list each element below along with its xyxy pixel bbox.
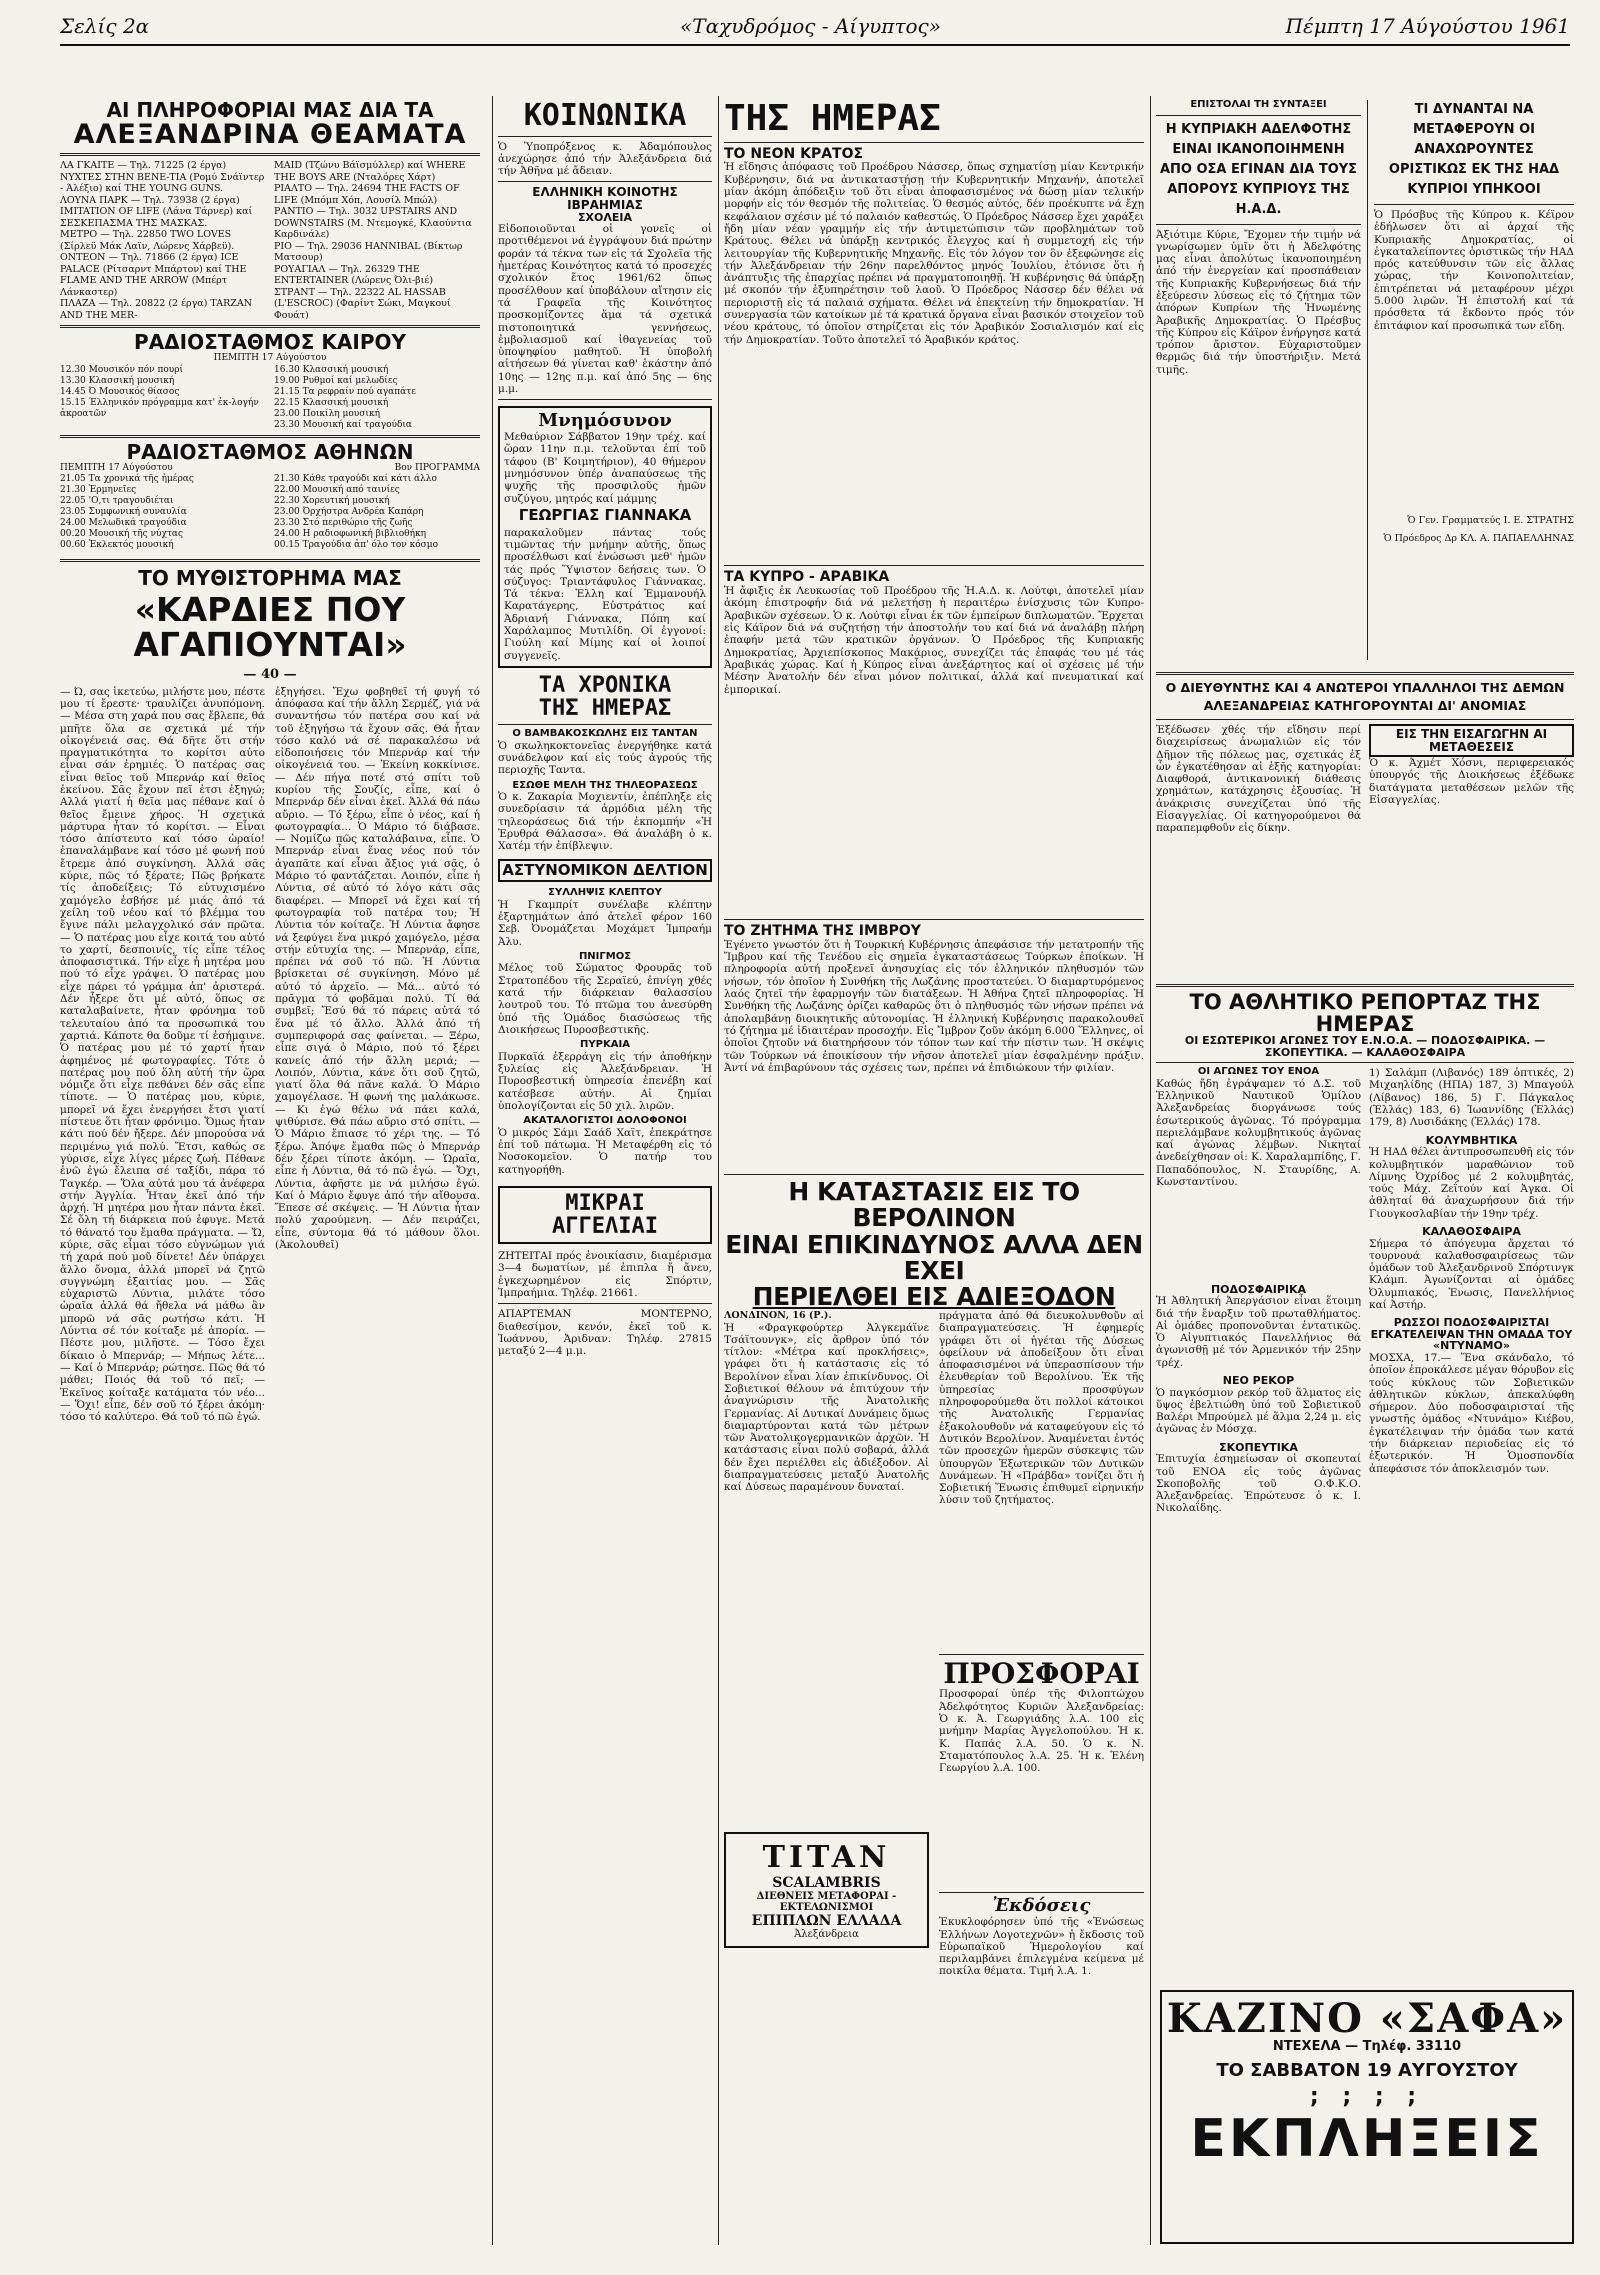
police-text-4: Ὁ μικρός Σάμι Σαάδ Χαϊτ, ἐπεκράτησε ἐπί τοῦ πάτωμα. Ἡ Μεταφέρθη εἰς τό Νοσοκομεῖον. Ὁ πατήρ του κατηγορήθη. <box>498 1126 712 1176</box>
berlin-dateline: ΛΟΝΔΙΝΟΝ, 16 (Ρ.). <box>724 1310 832 1321</box>
memorial-text-2: παρακαλοῦμεν πάντας τούς τιμῶντας τήν μνήμην αὐτῆς, ὅπως προσέλθωσι καί ἑνώσωσι μεθ' ἡμῶν τάς πρός Ὕψιστον δεήσεις των. Ὁ σύζυγος: Τριαντάφυλος Γιάννακας. Τά τέκνα: Ἐλλη καί Ἐμμανουήλ Καρατάγερης, Εὐστράτιος καί Ἀδριανή Γιάννακα, Πόπη καί Χαράλαμπος Μυτιλίδη. Οἱ ἐγγονοί: Γιούλη καί Μίμης καί οἱ λοιποί συγγενεῖς. <box>504 526 706 662</box>
municipal-article <box>1156 668 1574 968</box>
cinema-listings <box>60 160 480 321</box>
memorial-heading: Μνημόσυνον <box>538 410 672 432</box>
novel-text-left: — Ώ, σας ἱκετεύω, μιλήστε μου, πέστε μου τί ἔρεστε· τραυλίζει ἀνυπόμονη. — Μέσα στη χαρά που σας ἔβλεπε, θά μπῆτε ὅλα σε σχετικά μέ τήν οἰκογένειά σας. Θά δῆτε ὅτι στήν πραγματικότητα το κορίτσι αὐτο εἶναι σάν ἐρημιές. Ὁ πατέρας σας εἶναι θεῖος τοῦ Μπερνάρ καί θεῖος ἐκείνου. Σᾶς ἔχουν πεῖ ἐτσι ἐξηγώ; Αλλά γιατί ἡ θεῖα μας πέθανε καί ὁ θεῖος ἔμεινε χήρος. Ἡ σχετικά μάρτυρα ἦταν τό κορίτσι. — Εἶναι τόσο ἀπίστευτο καί τόσο ὡραίο! ἐπαναλάμβανε καί τόσο μέ φωνή πού ἔτρεμε ἀπό συγκίνηση. Ἀλλά σᾶς κύριε, πῶς τό ξέρατε; Πῶς βρήκατε τίς ἀποδείξεις; Τό εὐτυχισμένο χαμόγελο ἐσβήσε μέ μιάς ἀπό τά χείλη τοῦ νέου καί τό βλέμμα του ἔγινε πάλι μελαγχολικό σάν πρῶτα. — Ὁ πατέρας μου εἶχε κοιτά του αὐτό το χαρτί, δεσποινίς, τίς εἶπε τέλος ἀποφασιστικά. Τήν εἶχε ἡ μητέρα μου πού τό εἶχε γράψει. Ὁ πατέρας μου εἶχε πάρει τό γράμμα ἀπ' ἀριστερά. Δέν ἦξερε ὅτι μέ αὐτό, ὅπως σε καταλαβαίνετε, ἦταν φρόνημα τοῦ τελευταίου ἀπό τα προσωπικά του χαρτιά. Κάποτε θα δοῦμε τί ἐσήμαινε. Ὁ πατέρας μου μέ τό χαρτί ἦταν ἀφημένος μέ φωτογραφίες. Τότε ὁ πατέρας μου πού ὅλη αὐτή τήν ὥρα νόμιζε ὅτι εἶχε πεθάνει δέν σᾶς εἶπε τίποτε. — Ὁ πατέρας μου, κύριε, μπορεῖ νά ἔχει ἐνεργήσει ἔτσι γιατί πίστευε ὅτι ἦταν φρόνιμο. Ὅμως ἦταν κάτι πού δέν ἤξερε. Δέν μπορούσα νά περιμένω γιά πολύ. Ἔτσι, καθώς σε γύρισε, εἶχε λίγες μέρες ζωή. Πέθανε ἐνῶ ἐγώ ἔλειπα σέ ταξίδι, πάρα τό Ταγκέρ. — Ὅλα αὐτά μου τά ἀνέφερα στήν Ἀγγλία. Ἦταν ἐκεῖ ἀπό τήν ἀρχή. Ἡ μητέρα μου ἦταν πάντα ἐκεῖ. Σέ ὅλη τή διάρκεια πού ἐφυγε. Μετά τό θάνατό του ἔμαθα πράγματα. — Ὤ, κύριε, σᾶς εἶμαι τόσο εὐγνώμων γιά τή χαρά πού μοῦ δίνετε! Δέν ὑπάρχει ἄλλο ὄνομα, ἀλλά μπορεῖ νά ζητῶ συγγνώμη ἐξαιτίας μου. — Σᾶς εὐχαριστῶ Λύντια, μιλάτε τόσο ὡραῖα ἀλλά θά ἤθελα νά μάθω ἂν μπορῶ νά σᾶς ρωτήσω κάτι. Ἡ Λύντια σέ τόν κοίταξε μέ ἀπορία. — Πέστε μου, μιλῆστε. — Τόσο ἔχει δίκαιο ὁ Μπερνάρ; — Μήπως λέτε... — Καί ὁ Μπερνάρ; ρώτησε. Πῶς θά τό μάθει; Ποιός θά τοῦ τό πεῖ; — Ἐκεῖνος κοίταξε κατάματα τόν νέο... — Ὅχι! εἶπε, δέν σοῦ τό ξέρει ἀκόμη· τόσο τό καλύτερο. Θά τοῦ τό πῶ ἐγώ. <box>60 685 265 1424</box>
police-heading-box <box>498 859 712 883</box>
column-social <box>498 100 712 2240</box>
classified-ad: ΑΠΑΡΤΕΜΑΝ ΜΟΝΤΕΡΝΟ, διαθεσίμον, κενόν, ἐκεῖ τοῦ κ. Ἰωάννου, Ἀριδναν. Τηλέφ. 27815 μεταξύ 2—4 μ.μ. <box>498 1308 712 1358</box>
sports-section-heading: ΚΟΛΥΜΒΗΤΙΚΑ <box>1425 1133 1518 1147</box>
berlin-text-1: Ἡ «Φραγκφούρτερ Ἀλγκεμάϊνε Τσάϊτουνγκ», εἰς ἄρθρον ὑπό τόν τίτλον: «Μέτρα καί προκλήσεις», γράφει ὅτι ἡ κατάστασις εἰς τό Βερολίνον εἶναι λίαν ἐπικίνδυνος. Οἱ Σοβιετικοί θέλουν νά ἐπιτύχουν τήν ἀναγνώρισιν τῆς Ἀνατολικῆς Γερμανίας. Αἱ Δυτικαί Δυνάμεις ὅμως διαμαρτύρονται κατά τῶν μέτρων τῶν Ἀνατολικογερμανικῶν ἀρχῶν. Ἡ κατάστασις εἶναι πολύ σοβαρά, ἀλλά δέν ἔχει περιέλθει εἰς ἀδιέξοδον. Αἱ διαπραγματεύσεις μεταξύ Ἀνατολῆς καί Δύσεως παραμένουν δυναταί. <box>724 1321 929 1494</box>
cinema-entry: ΟΝΤΕΟΝ — Τηλ. 71866 (2 έργα) ICE PALACE (Ρίτσαρντ Μπάρτον) καί THE FLAME AND THE ARROW (Μπέρτ Λάνκαστερ) <box>60 252 247 298</box>
sports-section-heading: ΣΚΟΠΕΥΤΙΚΑ <box>1219 1440 1298 1454</box>
berlin-article <box>724 1310 1144 2240</box>
police-heading: ΑΣΤΥΝΟΜΙΚΟΝ ΔΕΛΤΙΟΝ <box>502 860 708 879</box>
radio-item: 23.30 Στό περιθώριο τῆς ζωῆς <box>274 518 413 529</box>
transfer-title: ΤΙ ΔΥΝΑΝΤΑΙ ΝΑ ΜΕΤΑΦΕΡΟΥΝ ΟΙ ΑΝΑΧΩΡΟΥΝΤΕΣ ΟΡΙΣΤΙΚΩΣ ΕΚ ΤΗΣ ΗΑΔ ΚΥΠΡΙΟΙ ΥΠΗΚΟΟΙ <box>1388 102 1560 197</box>
sports-text: Ἡ Ἀθλητική Ἀπεργάσιον εἶναι ἕτοιμη διά τήν ἔναρξιν τοῦ πρωταθλήματος. Αἱ ὁμάδες προπονοῦνται ἐντατικῶς. Ὁ Αἰγυπτιακός Πανελλήνιος θά ἀγωνισθῇ μέ τόν Ἀρμενικόν τήν 25ην τρέχ. <box>1156 1295 1361 1369</box>
cinema-entry: ΛΟΥΝΑ ΠΑΡΚ — Τηλ. 73938 (2 έργα) IMITATION OF LIFE (Λάνα Τάρνερ) καί ΣΕΣΚΕΠΑΣΜΑ ΤΗΣ ΜΑΣΚΑΣ. <box>60 194 253 229</box>
sports-subheading: ΟΙ ΕΣΩΤΕΡΙΚΟΙ ΑΓΩΝΕΣ ΤΟΥ Ε.Ν.Ο.Α. — ΠΟΔΟΣΦΑΙΡΙΚΑ. — ΣΚΟΠΕΥΤΙΚΑ. — ΚΑΛΑΘΟΣΦΑΙΡΑ <box>1184 1034 1546 1059</box>
column-rule <box>1150 96 1151 2245</box>
radio-athens-heading: ΡΑΔΙΟΣΤΑΘΜΟΣ ΑΘΗΝΩΝ <box>126 439 414 464</box>
cinema-entry: ΡΙΟ — Τηλ. 29036 HANNIBAL (Βίκτωρ Ματσουρ) <box>274 240 463 264</box>
radio-cairo-heading: ΡΑΔΙΟΣΤΑΘΜΟΣ ΚΑΙΡΟΥ <box>134 330 406 355</box>
casino-subtitle: ΝΤΕΧΕΛΑ — Τηλέφ. 33110 <box>1272 2039 1462 2054</box>
radio-item: 21.15 Τα ρεφραίν πού αγαπάτε <box>274 386 416 397</box>
classified-ad: ΖΗΤΕΙΤΑΙ πρός ἐνοικίασιν, διαμέρισμα 3—4 δωματίων, μέ ἐπιπλα ἤ ἄνευ, ἐγκεχωρημένον εἰς Σπόρτιν, Ἰμπραήμια. Τηλέφ. 21661. <box>498 1250 712 1299</box>
classifieds-heading-box <box>498 1186 712 1244</box>
radio-item: 22.30 Χορευτική μουσική <box>274 496 390 507</box>
school-subheading: ΣΧΟΛΕΙΑ <box>578 210 632 224</box>
radio-item: 00.20 Μουσική τῆς νύχτας <box>60 529 184 540</box>
sports-section-heading: ΡΩΣΣΟΙ ΠΟΔΟΣΦΑΙΡΙΣΤΑΙ ΕΓΚΑΤΕΛΕΙΨΑΝ ΤΗΝ ΟΜΑΔΑ ΤΟΥ «ΝΤΥΝΑΜΟ» <box>1370 1316 1573 1353</box>
cinema-entry: ΡΟΥΑΓΙΑΛ — Τηλ. 26329 THE ENTERTAINER (Λώρενς Όλι-βιέ) <box>274 263 434 287</box>
sports-section-heading: ΠΟΔΟΣΦΑΙΡΙΚΑ <box>1210 1282 1307 1296</box>
novel-kicker: ΤΟ ΜΥΘΙΣΤΟΡΗΜΑ ΜΑΣ <box>138 566 402 591</box>
sports-section-heading: ΚΑΛΑΘΟΣΦΑΙΡΑ <box>1422 1225 1521 1238</box>
chronicle-subheading: Ο ΒΑΜΒΑΚΟΣΚΩΛΗΣ ΕΙΣ ΤΑΝΤΑΝ <box>512 728 698 740</box>
novel-columns <box>60 686 480 1856</box>
radio-item: 15.15 Έλληνικόν πρόγραμμα κατ' ἐκ-λογήν ἀκροατῶν <box>60 397 259 419</box>
cinema-entry: ΡΙΑΛΤΟ — Τηλ. 24694 THE FACTS OF LIFE (Μπόμπ Χόπ, Λουσίλ Μπώλ) <box>274 183 460 206</box>
radio-item: 24.00 Μελωδικά τραγούδια <box>60 518 187 529</box>
novel-episode: — 40 — <box>243 666 297 682</box>
radio-cairo-schedule <box>60 365 480 431</box>
classifieds-heading-1: ΜΙΚΡΑΙ <box>565 1190 645 1216</box>
police-subheading-1: ΣΥΛΛΗΨΙΣ ΚΛΕΠΤΟΥ <box>548 887 662 899</box>
sports-heading: ΤΟ ΑΘΛΗΤΙΚΟ ΡΕΠΟΡΤΑΖ ΤΗΣ ΗΜΕΡΑΣ <box>1189 990 1541 1037</box>
article-heading: ΤΑ ΚΥΠΡΟ - ΑΡΑΒΙΚΑ <box>724 569 890 586</box>
publications-heading: Ἐκδόσεις <box>992 1895 1091 1917</box>
memorial-box <box>498 406 712 668</box>
radio-item: 19.00 Ρυθμοί καί μελωδίες <box>274 375 398 386</box>
cinema-entry: ΣΤΡΑΝΤ — Τηλ. 22322 AL HASSAB (L'ESCROC) (Φαρίντ Σώκι, Μαγκουί Φουάτ) <box>274 286 451 321</box>
police-text-1: Ἡ Γκαμπρίτ συνέλαβε κλέπτην ἐξαρτημάτων ἀπό ἀτελεῖ φέρον 160 Σεβ. Ὀνομάζεται Μοχάμετ Ἰμπραήμ Ἀλυ. <box>498 898 712 948</box>
radio-cairo-date: ΠΕΜΠΤΗ 17 Αύγούστου <box>213 353 327 364</box>
classifieds-heading-2: ΑΓΓΕΛΙΑΙ <box>552 1214 658 1240</box>
cinema-entry: MAID (Τζώνυ Βάϊσμύλλερ) καί WHERE THE BOYS ARE (Νταλόρες Χάρτ) <box>274 160 466 183</box>
paper-name: «Ταχυδρόμος - Αίγυπτος» <box>680 14 941 38</box>
casino-date: ΤΟ ΣΑΒΒΑΤΟΝ 19 ΑΥΓΟΥΣΤΟΥ <box>1216 2059 1518 2081</box>
cinema-heading-1: ΑΙ ΠΛΗΡΟΦΟΡΙΑΙ ΜΑΣ ΔΙΑ ΤΑ <box>106 100 434 122</box>
radio-item: 00.15 Τραγούδια ἀπ' όλο τον κόσμο <box>274 540 439 551</box>
chronicle-heading-2: ΤΗΣ ΗΜΕΡΑΣ <box>538 696 672 722</box>
letters-title: Η ΚΥΠΡΙΑΚΗ ΑΔΕΛΦΟΤΗΣ ΕΙΝΑΙ ΙΚΑΝΟΠΟΙΗΜΕΝΗ ΑΠΟ ΟΣΑ ΕΓΙΝΑΝ ΔΙΑ ΤΟΥΣ ΑΠΟΡΟΥΣ ΚΥΠΡΙΟΥΣ ΤΗΣ Η.Α.Δ. <box>1159 121 1358 217</box>
casino-dots: ; ; ; ; <box>1309 2083 1425 2109</box>
radio-item: 16.30 Κλασσική μουσική <box>274 364 389 375</box>
page-number: Σελίς 2α <box>60 14 150 38</box>
radio-item: 24.00 Η ραδιοφωνική βιβλιοθήκη <box>274 529 427 540</box>
titan-logo: TITAN <box>762 1839 891 1875</box>
berlin-headline <box>724 1170 1144 1310</box>
casino-surprises: ΕΚΠΛΗΞΕΙΣ <box>1190 2108 1544 2169</box>
transfers-heading-box <box>1369 724 1574 757</box>
main-banner: ΤΗΣ ΗΜΕΡΑΣ <box>724 100 941 139</box>
cinema-heading-2: ΑΛΕΞΑΝΔΡΙΝΑ ΘΕΑΜΑΤΑ <box>73 119 467 150</box>
offers-text: Προσφοραί ὑπέρ τῆς Φιλοπτώχου Ἀδελφότητος Κυριῶν Ἀλεξανδρείας: Ὁ κ. Ἀ. Γεωργιάδης λ.Α. 100 εἰς μνήμην Μαρίας Ἀγγελοπούλου. Ἡ κ. Κ. Παπάς λ.Α. 50. Ὁ κ. Ν. Σταματόπουλος λ.Α. 25. Ἡ κ. Ἑλένη Γεωργίου λ.Α. 100. <box>939 1688 1144 1775</box>
berlin-text-2: πράγματα ἀπό θά διευκολυνθοῦν αἱ διαπραγματεύσεις. Ἡ ἐφημερίς γράφει ὅτι οἱ ἡγέται τῆς Δύσεως ὀφείλουν νά ἀποδείξουν ὅτι εἶναι ἀποφασισμένοι νά ὑπερασπίσουν τήν ἐλευθερίαν τοῦ Βερολίνου. Ἐκ τῆς ὑπηρεσίας προσφύγων πληροφορούμεθα ὅτι πολλοί κάτοικοι τῆς Ἀνατολικῆς Γερμανίας ἐξακολουθοῦν νά καταφεύγουν εἰς τό Δυτικόν Βερολίνον. Ἀναμένεται ἐντός τῶν προσεχῶν ἡμερῶν σύσκεψις τῶν ὑπουργῶν Ἐξωτερικῶν τῶν Δυτικῶν Δυνάμεων. Ἡ «Πράβδα» τονίζει ὅτι ἡ Σοβιετική Ἕνωσις ἐπιθυμεῖ εἰρηνικήν λύσιν τοῦ ζητήματος. <box>939 1310 1144 1507</box>
sports-text: Σήμερα τό ἀπόγευμα ἄρχεται τό τουρνουά καλαθοσφαιρίσεως τῶν ὁμάδων τοῦ Ἀλεξανδρινοῦ Σπόρτινγκ Κλάμπ. Ἀγωνίζονται αἱ ὁμάδες Ὀλυμπιακός, Ἐνωσις, Πανελλήνιος καί Ἀστήρ. <box>1369 1237 1574 1312</box>
radio-item: 00.60 Ἐκλεκτός μουσική <box>60 540 174 551</box>
article-text: Ἡ εἴδησις ἀπόφασις τοῦ Προέδρου Νάσσερ, ὅπως σχηματίσῃ μίαν Κεντρικήν Κυβέρνησιν, διά να ἀντικαταστήσῃ τήν Κυβερνητικήν Μηχανήν, ἀποτελεῖ μίαν ἀκόμη ἀπόδειξιν τοῦ ὅτι εἶναι ἀποφασισμένος νά δώσῃ μίαν τελικήν μορφήν εἰς τόν θεσμόν τῆς πολιτείας. Ὁ θεσμός αὐτός, δέν προέκυπτε νά ἔχῃ κεφάλαιον σχέσιν μέ τό παλαιόν καθεστώς. Ὁ Πρόεδρος Νάσσερ ἔχει χαράξει ἤδη μίαν νέαν γραμμήν εἰς τήν ἀντιμετώπισιν τῶν προβλημάτων τοῦ Κράτους. Θέλει νά ὑπάρξῃ κεντρικός ἔλεγχος καί ἡ συμμετοχή εἰς τήν λειτουργίαν τῆς Κυβερνητικῆς Μηχανῆς. Εἰς τόν λόγον τον ὃν ἐξεφώνησε εἰς τήν Ἀλεξάνδρειαν τήν 26ην παρελθόντος μηνός Ἰουλίου, ἐτόνισε ὅτι ἡ ἀνάπτυξις τῆς ἐπαρχίας πρέπει νά πραγματοποιηθῇ. Ἡ κυβέρνησις θά ὑπάρξῃ μέ σκοπόν τήν ἐξυπηρέτησιν τοῦ λαοῦ. Ὁ Πρόεδρος Νάσσερ δέν θέλει νά περιοριστῇ εἰς τά παλαιά σχήματα. Θέλει νά ἐπεκτείνῃ τήν δημοκρατίαν. Ἡ συνεργασία τῶν κατοίκων μέ τά κρατικά ὄργανα εἶναι βασικόν στοιχεῖον τοῦ νέου κράτους, τό ὁποῖον στηρίζεται εἰς τόν Ἀραβικόν Σοσιαλισμόν καί εἰς τήν Δημοκρατίαν. Τοῦτο ἀποτελεῖ τό Ἀραβικόν κράτος. <box>724 161 1144 346</box>
police-subheading-2: ΠΝΙΓΜΟΣ <box>578 950 632 962</box>
radio-item: 23.00 Ποικίλη μουσική <box>274 408 380 419</box>
radio-athens-schedule <box>60 474 480 551</box>
municipal-text: Ἐξέδωσεν χθές τήν εἴδησιν περί διαχειρίσεως ἀνωμαλιῶν εἰς τόν Δῆμον τῆς πόλεως μας, σχετικάς ἐξ ὧν ἐγκατέθησαν αἱ ἑξῆς κατηγορίαι: Διαφθορά, ἀντικανονική διάθεσις χρημάτων, κατάχρησις ἐξουσίας. Ἡ ἀνάκρισις συνεχίζεται ὑπό τῆς Εἰσαγγελίας. Οἱ κατηγορούμενοι θά παραπεμφθοῦν εἰς δίκην. <box>1156 724 1361 835</box>
radio-item: 23.05 Συμφωνική συναυλία <box>60 507 187 518</box>
casino-ad <box>1160 1990 1574 2244</box>
sports-section-heading: ΝΕΟ ΡΕΚΟΡ <box>1222 1374 1295 1388</box>
article-heading: ΤΟ ΝΕΟΝ ΚΡΑΤΟΣ <box>724 145 864 162</box>
radio-item: 22.05 'Ο,τι τραγουδιέται <box>60 496 174 507</box>
cinema-entry: ΠΛΑΖΑ — Τηλ. 20822 (2 έργα) TARZAN AND THE MER- <box>60 298 253 321</box>
letters-column <box>1156 100 1361 660</box>
transfer-column <box>1374 100 1574 660</box>
letters-text: Ἀξιότιμε Κύριε, Ἔχομεν τήν τιμήν νά γνωρίσωμεν ὑμῖν ὅτι ἡ Ἀδελφότης μας εἶναι ἀπολύτως ἱκανοποιημένη ἀπό τήν ἐνεργείαν καί προσπάθειαν τῆς Κυπριακῆς Κυβερνήσεως διά τήν ἐξεύρεσιν λύσεως εἰς τό ζήτημα τῶν ἀπόρων Κυπρίων τῆς Ἠνωμένης Ἀραβικῆς Δημοκρατίας. Ὁ Πρέσβυς τῆς Κύπρου εἰς Κάϊρον ἐνήργησε κατά τρόπον ἄριστον. Εὐχαριστοῦμεν θερμῶς διά τήν ὑποστήριξιν. Μετά τιμῆς. <box>1156 228 1361 376</box>
column-rule <box>492 96 493 2245</box>
article-text: Ἡ ἄφιξις ἐκ Λευκωσίας τοῦ Προέδρου τῆς Ἠ.Α.Δ. κ. Λούτφι, ἀποτελεῖ μίαν ἀκόμη ἐπιστροφήν διά νά μελετήσῃ ἡ περαιτέρω ἐνίσχυσις τῶν Κυπρο-Ἀραβικῶν σχέσεων. Ὁ κ. Λούτφι εἶναι ἐκ τῶν ἐμπείρων διπλωματῶν. Ἔρχεται εἰς Κάϊρον διά νά συζητήσῃ τήν ἀποστολήν του καί διά νά ἀναλάβῃ πλήρη ἐπαφήν μετά τῶν κρατικῶν ὀργάνων. Ὁ Πρόεδρος τῆς Κυπριακῆς Δημοκρατίας, Ἀρχιεπίσκοπος Μακάριος, συνεχίζει τάς ἐπαφάς του μέ τάς Ἀραβικάς χώρας. Καί ἡ Κύπρος εἶναι ἀνεξάρτητος καί οἱ σχέσεις μέ τήν Μέσην Ἀνατολήν δέν εἶναι μόνον πολιτικαί, ἀλλά καί πνευματικαί καί ἐμπορικαί. <box>724 585 1144 696</box>
school-heading: ΕΛΛΗΝΙΚΗ ΚΟΙΝΟΤΗΣ ΙΒΡΑΗΜΙΑΣ <box>532 185 678 212</box>
sports-text: Ἐπιτυχία ἐσημείωσαν οἱ σκοπευταί τοῦ ΕΝΟΑ εἰς τούς ἀγῶνας Σκοποβολῆς τοῦ Ο.Φ.Κ.Ο. Ἀλεξανδρείας. Ἐπρώτευσε ὁ κ. Ι. Νικολαΐδης. <box>1156 1453 1361 1515</box>
radio-item: 23.30 Μουσική καί τραγούδια <box>274 419 413 430</box>
sports-section-heading: ΟΙ ΑΓΩΝΕΣ ΤΟΥ ΕΝΟΑ <box>1197 1066 1320 1078</box>
titan-line: ΔΙΕΘΝΕΙΣ ΜΕΤΑΦΟΡΑΙ - ΕΚΤΕΛΩΝΙΣΜΟΙ <box>756 1890 897 1913</box>
radio-item: 21.30 Κάθε τραγούδι καί κάτι άλλο <box>274 474 437 485</box>
article-text: Ἐγένετο γνωστόν ὅτι ἡ Τουρκική Κυβέρνησις ἀπεφάσισε τήν μετατροπήν τῆς Ἴμβρου καί τῆς Τενέδου εἰς σημεῖα ἐγκαταστάσεως Τούρκων ἐποίκων. Ἡ πληροφορία αὐτή προξενεῖ ἀνησυχίας εἰς τόν ἑλληνικόν πληθυσμόν τῶν νήσων, τόν ὁποῖον ἡ Συνθήκη τῆς Λωζάνης προστατεύει. Ὁ διαμαρτυρόμενος λαός ζητεῖ τήν ἐφαρμογήν τῶν διατάξεων. Ἡ Ἀθήνα ζητεῖ πληροφορίας. Ἡ Συνθήκη τῆς Λωζάνης ὁρίζει καθαρῶς ὅτι ὁ πληθυσμός τῶν νήσων πρέπει νά ἀπολαμβάνῃ διοικητικῆς αὐτονομίας. Ἡ ἑλληνική Κυβέρνησις παρακολουθεῖ τό ζήτημα μέ ἰδιαιτέραν προσοχήν. Εἰς Ἴμβρον ζοῦν ἀκόμη 6.000 Ἕλληνες, οἱ ὁποῖοι ζητοῦν νά διατηρήσουν τόν τόπον των καί τήν πίστιν των. Ἡ σκέψις τῶν Τούρκων νά ἐποικίσουν τήν νῆσον ἀποτελεῖ μίαν ἐσφαλμένην πράξιν. Ἀντί νά ἐπιβαρύνουν τάς σχέσεις των, πρέπει νά ἐπιδιώκουν τήν φιλίαν. <box>724 938 1144 1074</box>
cinema-list-left <box>60 160 266 321</box>
titan-line: ΕΠΙΠΛΩΝ ΕΛΛΑΔΑ <box>751 1912 902 1929</box>
novel-title: «ΚΑΡΔΙΕΣ ΠΟΥ ΑΓΑΠΙΟΥΝΤΑΙ» <box>133 590 407 664</box>
cinema-entry: ΜΕΤΡΟ — Τηλ. 22850 TWO LOVES (Σίρλεϋ Μάκ Λαϊν, Λώρενς Χάρβεϋ). <box>60 229 235 252</box>
social-intro: Ὁ Ὑποπρόξενος κ. Ἀδαμόπουλος ἀνεχώρησε ἀπό τήν Ἀλεξάνδρεια διά τήν Ἀθῆνα μέ ἄδειαν. <box>498 140 712 178</box>
radio-item: 21.05 Τα χρονικά τῆς ἡμέρας <box>60 474 194 485</box>
page-date: Πέμπτη 17 Αύγούστου 1961 <box>1285 14 1570 38</box>
sports-section <box>1156 980 1574 1880</box>
radio-athens-program: Βον ΠΡΟΓΡΑΜΜΑ <box>394 462 480 473</box>
radio-athens-date: ΠΕΜΠΤΗ 17 Αύγούστου <box>60 462 173 473</box>
police-subheading-3: ΠΥΡΚΑΙΑ <box>580 1039 630 1051</box>
chronicle-heading-1: ΤΑ ΧΡΟΝΙΚΑ <box>538 672 672 698</box>
cinema-list-right <box>274 160 480 321</box>
titan-ad <box>724 1832 929 1948</box>
transfers-text: Ὁ κ. Ἀχμέτ Χόσνι, περιφερειακός ὑπουργός τῆς Διοικήσεως ἐξέδωκε διατάγματα μεταθέσεων μελῶν τῆς Εἰσαγγελίας. <box>1369 757 1574 807</box>
sports-text: Ἡ ΗΑΔ θέλει ἀντιπροσωπευθῆ εἰς τόν κολυμβητικόν μαραθώνιον τοῦ Λίμνης Ὀχρίδος μέ 2 κολυμβητάς, τούς Μάχ. Ζεΐτούν καί Ἀγκα. Οἱ ἀθληταί θά ἀναχωρήσουν διά τήν Γιουγκοσλαβίαν τήν 19ην τρέχ. <box>1369 1146 1574 1220</box>
chronicle-text: Ὁ σκωληκοκτονεῖας ἐνεργήθηκε κατά συνάδελφον καί εἰς τούς ἀγρούς τῆς περιοχῆς Ταντα. <box>498 739 712 777</box>
transfers-heading: ΕΙΣ ΤΗΝ ΕΙΣΑΓΩΓΗΝ ΑΙ ΜΕΤΑΘΕΣΕΙΣ <box>1395 727 1548 754</box>
transfer-text: Ὁ Πρόσβυς τῆς Κύπρου κ. Κέϊρον ἐδήλωσεν ὅτι αἱ ἀρχαί τῆς Κυπριακῆς Δημοκρατίας, οἱ ἐγκαταλείποντες ὁριστικῶς τήν ΗΑΔ πρός κατεύθυνσιν τῶν εἰς ἄλλας χώρας, τήν Κοινοπολιτείαν, ἐπιτρέπεται νά μεταφέρουν μέχρι 5.000 λιρῶν. Ἡ ἐπιστολή καί τά πρόσθετα τά ἔκδοντο πρός τόν ἐπιτάφιον καί προσωπικά των εἴδη. <box>1374 209 1574 332</box>
berlin-headline-1: Η ΚΑΤΑΣΤΑΣΙΣ ΕΙΣ ΤΟ ΒΕΡΟΛΙΝΟΝ <box>788 1177 1080 1233</box>
novel-text-right: ἐξηγήσει. Ἔχω φοβηθεῖ τή φυγή τό ἀπόφασα καί τήν ἄλλη Σερμέζ, γιά νά συναντήσω τόν πατέρα σου καί νά τοῦ ἐξηγήσω τά ἔχουν σᾶς. Θά ἦταν τόσο καλό νά σέ παρακαλέσω νά εἰδοποιήσεις τόν Μπερνάρ καί τήν οἰκογένειά του. — Ἐκείνη κοκκίνισε. — Δέν πήγα ποτέ στό σπίτι τοῦ κυρίου τῆς Σουζίς, εἶπε, καί ὁ Μπερνάρ δέν εἶναι ἐκεῖ. Ἀλλά θά πάω αὔριο. — Τό ξέρω, εἶπε ὁ νέος, καί ἡ φωτογραφία... Ὁ Μάριο τό διάβασε. — Νομίζω πῶς καταλάβαινα, εἶπε. Ὁ Μπερνάρ εἶναι ἕνας νέος πού τόν ἀγαπᾶτε καί εἶναι ἄξιος γιά σᾶς, ὁ Μάριο τό φαντάζεται. Λοιπόν, εἶπε ἡ Λύντια, σέ αὐτό τό λόγο κάτι σᾶς διαφέρει. — Μπορεῖ νά ἔχει καί τή φωτογραφία τοῦ πατέρα του; Ἡ Λύντια τόν κοίταζε. Ἡ Λύντια ἄφησε νά ξεφύγει ἕνα μικρό χαμόγελο, μέσα στήν εὐτυχία της. — Μπερνάρ, εἶπε, πρέπει νά σοῦ τό πῶ. Ἡ Λύντια βρίσκεται σέ συγκίνηση. Μόνο μέ αὐτό τό ἀρχεῖο. — Μά... αὐτό τό πρᾶγμα τό φοβᾶμαι πολύ. Τί θά συμβεῖ; Ἔσύ θά τό πάρεις αὐτά τό ἕνα μέ τό ἄλλο. Ἀλλά ἀπό τή συμπεριφορά σας φαίνεται. — Ξέρω, εἶπε σιγά ὁ Μάριο, πού τό ξέρει κανείς ἀπό τήν ἄλλη μεριά; — Λοιπόν, Λύντια, κάνε ὅτι σοῦ ζητῶ, γιατί ὅλα θά πᾶνε καλά. Ὁ Μάριο χαμογέλασε. Ἡ φωνή της μαλάκωσε. — Κι ἐγώ θέλω νά πάει καλά, ψιθύρισε. Θά πάω αὔριο στό σπίτι. — Ὁ Μάριο ἔπιασε τό χέρι της. — Τό ξέρω. Ἀπόψε ἔμαθα πῶς ὁ Μπερνάρ δέν ξέρει τίποτε ἀκόμη. — Ὡραῖα, εἶπε ἡ Λύντια, θά τό πῶ ἐγώ. — Ὄχι, Λύντια, ἀφῆστε με νά μιλήσω ἐγώ. Καί ὁ Μάριο ἔφυγε ἀπό τήν αἴθουσα. Ἔπεσε σέ σκέψεις. — Ἡ Λύντια ἦταν πολύ χαρούμενη. — Δέν πειράζει, εἶπε, σύντομα θά τό μάθουν ὅλοι. (Ἀκολουθεῖ) <box>275 685 480 1251</box>
titan-line: SCALAMBRIS <box>772 1874 881 1891</box>
offers-heading: ΠΡΟΣΦΟΡΑΙ <box>943 1657 1140 1690</box>
signature-president: Ὁ Πρόεδρος Δρ ΚΛ. Α. ΠΑΠΑΕΛΛΗΝΑΣ <box>1383 532 1574 544</box>
column-rule <box>718 96 719 2245</box>
titan-line: Ἀλεξάνδρεια <box>794 1928 859 1940</box>
article-heading: ΤΟ ΖΗΤΗΜΑ ΤΗΣ ΙΜΒΡΟΥ <box>724 923 921 940</box>
sports-text: ΜΟΣΧΑ, 17.— Ἕνα σκάνδαλο, τό ὁποῖον ἐπροκάλεσε μέγαν θόρυβον εἰς τούς κύκλους τῶν Σοβιετικῶν ἀθλητικῶν κύκλων, ἀπεκαλύφθη σήμερον. Δύο ποδοσφαιρισταί τῆς γνωστῆς ὁμάδος «Ντυνάμο» Κιέβου, ἐγκατέλειψαν τήν ὁμάδα των κατά τήν διάρκειαν περιοδείας εἰς τό ἐξωτερικόν. Ἡ Ὁμοσπονδία ἀπεφάσισε τόν ἀποκλεισμόν των. <box>1369 1351 1574 1475</box>
radio-item: 21.30 Ἐρμηνεῖες <box>60 485 137 496</box>
page-header <box>60 10 1570 46</box>
memorial-name: ΓΕΩΡΓΙΑΣ ΓΙΑΝΝΑΚΑ <box>518 505 692 524</box>
radio-item: 23.00 Όρχήστρα Ανδρέα Καπάρη <box>274 507 424 518</box>
publications-text: Ἐκυκλοφόρησεν ὑπό τῆς «Ἑνώσεως Ἑλλήνων Λογοτεχνῶν» ἡ ἔκδοσις τοῦ Εὐρωπαϊκοῦ Ἡμερολογίου καί περιλαμβάνει ἐπιλεγμένα κείμενα μέ ποικίλα θέματα. Τιμή λ.Α. 1. <box>939 1916 1144 1978</box>
radio-item: 13.30 Κλασσική μουσική <box>60 375 175 386</box>
berlin-headline-3: ΠΕΡΙΕΛΘΕΙ ΕΙΣ ΑΔΙΕΞΟΔΟΝ <box>752 1282 1116 1310</box>
letters-header: ΕΠΙΣΤΟΛΑΙ ΤΗ ΣΥΝΤΑΞΕΙ <box>1190 100 1327 110</box>
police-text-2: Μέλος τοῦ Σώματος Φρουρᾶς τοῦ Στρατοπέδου τῆς Σεραϊεύ, ἐπνίγη χθές κατά τήν διάρκειαν θαλασσίου λουτροῦ του. Τό πτῶμα του ἀνεσύρθη ὑπό τῆς Ὁμάδος διασώσεως τῆς Διοικήσεως Πυροσβεστικῆς. <box>498 962 712 1036</box>
memorial-text: Μεθαύριον Σάββατον 19ην τρέχ. καί ὥραν 11ην π.μ. τελοῦνται ἐπί τοῦ τάφου (Β' Κοιμητήριον), 40 θήμερον μνημόσυνον ὑπέρ ἀναπαύσεως τῆς ψυχῆς τῆς προσφιλοῦς ἡμῶν συζύγου, μητρός καί μάμμης <box>504 431 706 505</box>
tv-subheading: ΕΣΩΘΕ ΜΕΛΗ ΤΗΣ ΤΗΛΕΟΡΑΣΕΩΣ <box>512 779 698 791</box>
cinema-entry: ΛΑ ΓΚΑΙΤΕ — Τηλ. 71225 (2 έργα) ΝΥΧΤΕΣ ΣΤΗΝ ΒΕΝΕ-ΤΙΑ (Ρομύ Σνάϊντερ - Άλέξιο) καί THE YOUNG GUNS. <box>60 160 265 195</box>
signature-secretary: Ὁ Γεν. Γραμματεύς Ι. Ε. ΣΤΡΑΤΗΣ <box>1407 515 1574 526</box>
radio-item: 22.00 Μουσική από ταινίες <box>274 485 400 496</box>
radio-item: 12.30 Μουσικόν πόν πουρί <box>60 364 184 375</box>
school-notice: Εἰδοποιοῦνται οἱ γονεῖς οἱ προτιθέμενοι νά ἐγγράψουν διά πρώτην φοράν τά τέκνα των εἰς τά Σχολεῖα τῆς ἡμετέρας Κοινότητος κατά τό προσεχές σχολικόν ἔτος 1961/62 ὅπως προσέλθουν καί ὑποβάλουν αἴτησιν εἰς τά Γραφεῖα τῆς Κοινότητος προσκομίζοντες ἅμα τά σχετικά πιστοποιητικά γεννήσεως, ἐμβολιασμοῦ καί ἰθαγενείας τοῦ ὑποψηφίου μαθητοῦ. Ἡ ὑποβολή αἰτήσεων θά γίνεται καθ' ἑκάστην ἀπό 10ης — 12ης π.μ. καί ἀπό 5ης — 6ης μ.μ. <box>498 223 712 395</box>
sports-text: Ὁ παγκόσμιον ρεκόρ τοῦ ἅλματος εἰς ὕψος ἐβελτιώθη ὑπό τοῦ Σοβιετικοῦ Βαλέρι Μπρούμελ μέ ἅλμα 2,24 μ. εἰς ἀγῶνας ἐν Μόσχᾳ. <box>1156 1386 1361 1436</box>
cinema-entry: ΡΑΝΤΙΟ — Τηλ. 3032 UPSTAIRS AND DOWNSTAIRS (Μ. Ντεμογκέ, Κλαούντια Καρδινάλε) <box>274 206 472 241</box>
radio-item: 14.45 Ό Μουσικός θίασος <box>60 386 180 397</box>
shooting-results: 1) Σαλάμπ (Λιβανός) 189 ὀπτικές, 2) Μιχαηλίδης (ΗΠΑ) 187, 3) Μπαγούλ (Λίβανος) 186, 5) Γ. Πάγκαλος (Ἑλλάς) 183, 6) Ἰωαννίδης (Ἑλλάς) 179, 8) Λυσιδάκης (Ἑλλάς) 178. <box>1369 1067 1574 1129</box>
radio-item: 22.15 Κλασσική μουσική <box>274 397 389 408</box>
police-text-3: Πυρκαϊά ἐξερράγη εἰς τήν ἀποθήκην ξυλείας εἰς Ἀλεξάνδρειαν. Ἡ Πυροσβεστική ὑπηρεσία ἐπενέβη καί κατέσβεσε αὐτήν. Αἱ ζημίαι ὑπολογίζονται εἰς 50 χιλ. λιρῶν. <box>498 1050 712 1112</box>
column-cinemas-radio-novel <box>60 100 480 2240</box>
tv-text: Ὁ κ. Ζακαρία Μοχιεντίν, ἐπέπληξε εἰς συνεδρίασιν τά ἀρμόδια μέλη τῆς τηλεοράσεως διά τήν ἐκπομπήν «Ἡ Ἐρυθρά Θάλασσα». Θά ἀναλάβη ὁ κ. Χατέμ τήν ἐπίβλεψιν. <box>498 791 712 853</box>
social-heading: ΚΟΙΝΩΝΙΚΑ <box>523 100 687 133</box>
police-subheading-4: ΑΚΑΤΑΛΟΓΙΣΤΟΙ ΔΟΛΟΦΟΝΟΙ <box>523 1115 687 1127</box>
casino-name: ΚΑΖΙΝΟ «ΣΑΦΑ» <box>1166 1995 1568 2042</box>
municipal-headline: Ο ΔΙΕΥΘΥΝΤΗΣ ΚΑΙ 4 ΑΝΩΤΕΡΟΙ ΥΠΑΛΛΗΛΟΙ ΤΗΣ ΔΕΜΩΝ ΑΛΕΞΑΝΔΡΕΙΑΣ ΚΑΤΗΓΟΡΟΥΝΤΑΙ ΔΙ' ΑΝΟΜΙΑΣ <box>1165 680 1565 713</box>
sports-text: Καθώς ἤδη ἐγράψαμεν τό Δ.Σ. τοῦ Ἑλληνικοῦ Ναυτικοῦ Ὁμίλου Ἀλεξανδρείας διοργάνωσε τούς ἐσωτερικούς ἀγῶνας. Τό πρόγραμμα περιελάμβανε κολυμβητικούς ἀγῶνας καί ἀγώνας λέμβων. Νικηταί ἀνεδείχθησαν οἱ: Κ. Χαραλαμπίδης, Γ. Παπαδόπουλος, Ν. Σταυρίδης, Α. Κωνσταντίνου. <box>1156 1077 1361 1189</box>
berlin-headline-2: ΕΙΝΑΙ ΕΠΙΚΙΝΔΥΝΟΣ ΑΛΛΑ ΔΕΝ ΕΧΕΙ <box>725 1229 1143 1285</box>
